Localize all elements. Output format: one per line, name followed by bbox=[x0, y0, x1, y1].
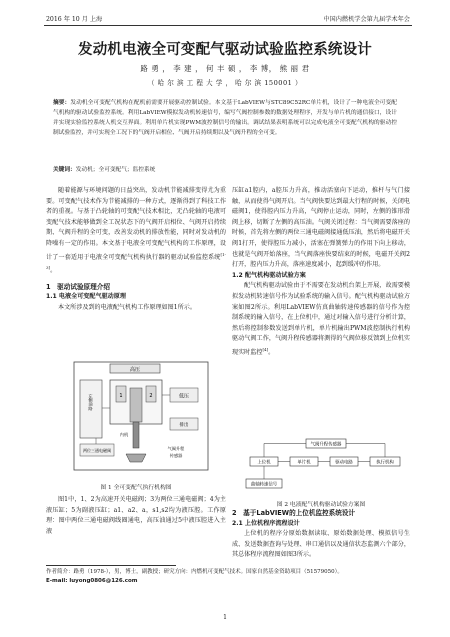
footnote-bio: 作者简介：路勇（1978-），男，博士，副教授；研究方向：内燃机可变配气技术。国家自然基金资助项目（51579050）。 bbox=[46, 569, 343, 575]
header-left: 2016 年 10 月 上海 bbox=[46, 16, 103, 23]
fig1-valve-head bbox=[126, 454, 146, 462]
fig1-label-lift: 气阀升程 bbox=[167, 446, 185, 451]
fig1-num-1: 1 bbox=[119, 393, 123, 399]
keywords bbox=[53, 164, 397, 173]
intro-text: 随着能源与环境问题的日益突出，发动机节能减排变得尤为重要。可变配气技术作为节能减排的一种方式，逐渐得到了科技工作者的重视。与基于凸轮轴的可变配气技术相比，无凸轮轴的电液可变配气技术能够做到全工况状态下的气阀开启相位、气阀开启持续期、气阀升程的全可变，改善发动机的排放性能，同时对发动机的降噪有一定的作用。本文基于电液全可变配气机构的工作原理，设计了一套适用于电液全可变配气机构执行器的驱动试验监控系统 bbox=[46, 187, 226, 261]
header-right: 中国内燃机学会第九届学术年会 bbox=[323, 16, 410, 23]
fig2-arrow-sensor-pc bbox=[264, 444, 306, 458]
right-paragraph-2 bbox=[232, 281, 410, 358]
paper-title: 发动机电液全可变配气驱动试验监控系统设计 bbox=[78, 42, 372, 58]
p2-citation: [4] bbox=[262, 346, 269, 352]
left-column bbox=[46, 186, 226, 314]
section-2-heading: 2 基于LabVIEW的上位机监控系统设计 bbox=[232, 509, 356, 517]
abstract bbox=[53, 98, 397, 138]
right-paragraph-3: 上位机的程序分原始数据读取、原始数据处理、模拟信号生成、发送数据查询与处理、串口通信以及通信状态监测六个部分，其总体程序流程图如图3所示。 bbox=[232, 530, 410, 559]
right-column-bottom bbox=[232, 508, 410, 561]
abstract-text: 发动机全可变配气机构在配机前需要开展驱动控制试验。本文基于LabVIEW与STC89C52RC单片机，设计了一种电液全可变配气机构的驱动试验监控系统。利用LabVIEW模拟发动机转速信号，编写气阀控制参数的数据处理程序，开发与单片机的通信接口，设计并实现实验监控系统人机交互界面。利用单片机实现PWM波控制信号的输出。调试结果表明系统可以完成电液全可变配气机构的驱动控制试验监控，并可实现全工况下的气阀开启相位、气阀开启持续期以及气阀升程的全可变。 bbox=[53, 100, 397, 136]
footnote-email: E-mail: luyong0806@126.com bbox=[46, 578, 138, 584]
section-1-heading: 1 驱动试验原理介绍 bbox=[46, 282, 110, 291]
figure-1-actuator-diagram bbox=[66, 358, 216, 478]
fig2-label-pc: 上位机 bbox=[257, 460, 271, 466]
fig2-label-actuator: 执行机构 bbox=[376, 460, 394, 466]
fig1-main-cylinder bbox=[130, 388, 142, 422]
footnote-rule bbox=[46, 565, 176, 566]
fig2-label-signal: 曲轴转速信号 bbox=[250, 482, 278, 488]
section-1-1-heading: 1.1 电液全可变配气驱动原理 bbox=[46, 293, 126, 301]
running-header bbox=[46, 14, 410, 24]
fig2-label-driver: 驱动电路 bbox=[335, 460, 353, 466]
header-rule bbox=[44, 25, 412, 26]
section-2-1-heading: 2.1 上位机程序流程设计 bbox=[232, 519, 300, 527]
abstract-label: 摘要： bbox=[53, 100, 71, 106]
fig1-label-left: 左侧油路 bbox=[88, 393, 94, 411]
fig1-push-rod bbox=[133, 422, 139, 448]
p2-text: 配气机构驱动试验由于不需要在发动机台架上开展，故需要模拟发动机转速信号作为试验系统的输入信号。配气机构驱动试验方案如图2所示。利用LabVIEW仿真曲轴转速传感器的信号作为控制系统的输入信号，在上位机中，通过对输入信号进行分析计算，然后将控制参数发送到单片机，单片机输出PWM波控制执行机构驱动气阀工作，气阀升程传感器将测得的气阀位移反馈到上位机实现实时监控 bbox=[232, 282, 410, 356]
keywords-text: 发动机；全可变配气；监控系统 bbox=[75, 167, 156, 173]
figure-2-scheme-diagram bbox=[240, 437, 408, 497]
fig1-label-low: 低压 bbox=[178, 393, 190, 400]
fig1-label-piston: 内机 bbox=[119, 432, 129, 437]
right-column bbox=[232, 186, 410, 359]
intro-paragraph bbox=[46, 186, 226, 277]
author-footnote bbox=[46, 568, 406, 586]
fig1-num-2: 2 bbox=[149, 393, 153, 399]
p2-end: 。 bbox=[268, 348, 275, 356]
fig2-arrow-actuator-sensor bbox=[346, 444, 385, 458]
right-paragraph-1: 压缸a1腔内，a腔压力升高，推动活塞向下运动，推杆与气门接触，从而使得气阀开启。当气阀快要达到最大行程的时候，关闭电磁阀1，使得腔内压力升高，气阀停止运动，同时，左侧的锥形滑阀上移，切断了左侧的高压油。气阀关闭过程：当气阀需要落座的时候，首先将左侧的两位三通电磁阀接通低压油，然后将电磁开关阀1打开，使得腔压力减小，活塞在弹簧弹力的作用下向上移动，也就是气阀开始落座，当气阀落座快要结束的时候，电磁开关阀2打开，腔内压力升高，落座速度减小，起到缓冲的作用。 bbox=[232, 187, 410, 269]
figure-2-caption: 图 2 电液配气机构驱动试验方案图 bbox=[276, 502, 366, 508]
author-list: 路 勇 ， 李 建 ， 何 丰 硕 ， 李 博， 熊 丽 君 bbox=[140, 64, 310, 73]
left-column-bottom bbox=[46, 495, 226, 537]
fig1-label-valve: 两位三通电磁阀 bbox=[83, 448, 111, 453]
fig2-label-mcu: 单片机 bbox=[297, 460, 311, 466]
page-number: 1 bbox=[223, 614, 227, 621]
intro-citation: [1-3] bbox=[46, 251, 226, 271]
section-1-2-heading: 1.2 配气机构驱动试验方案 bbox=[232, 271, 306, 279]
figure-1-caption: 图 1 全可变配气执行机构图 bbox=[100, 485, 172, 491]
fig1-explanation: 图1中，1、2为高速开关电磁阀；3为两位三通电磁阀；4为主液压缸；5为副液压缸；a1、a2、a，s1,s2均为液压腔。工作原理：图中两位三通电磁阀线圈通电，高压油通过5中液压腔进入主液 bbox=[46, 496, 226, 535]
fig1-label-high: 高压 bbox=[129, 367, 141, 373]
fig1-label-sensor: 传感器 bbox=[169, 453, 183, 458]
fig2-label-sensor: 气阀升程传感器 bbox=[310, 442, 342, 448]
intro-end: 。 bbox=[50, 267, 57, 275]
keywords-label: 关键词： bbox=[53, 167, 76, 173]
affiliation: （ 哈 尔 滨 工 程 大 学 ， 哈 尔 滨 150001 ） bbox=[147, 79, 303, 87]
fig1-label-drain: 排出 bbox=[179, 423, 189, 428]
section-1-1-text: 本文所涉及到的电液配气机构工作原理如图1所示。 bbox=[58, 304, 196, 311]
